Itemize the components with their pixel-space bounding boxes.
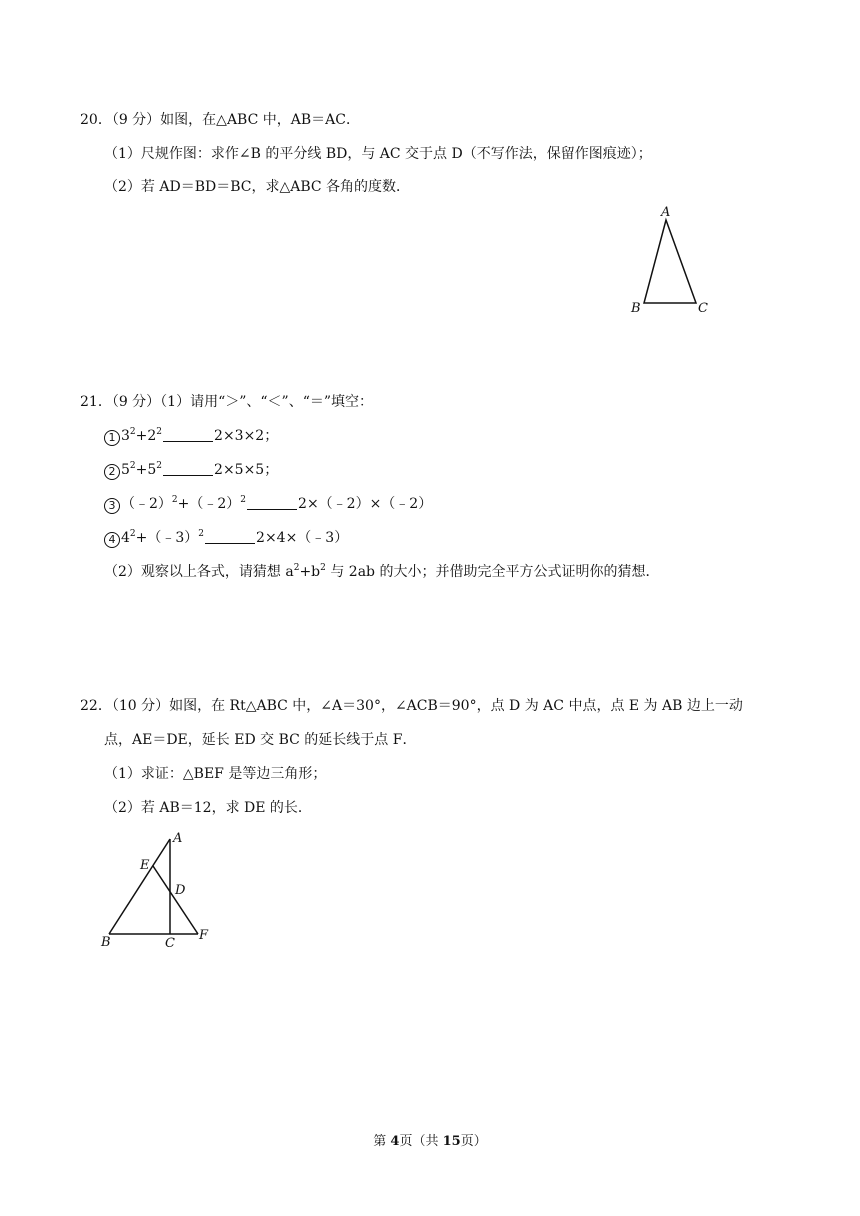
answer-blank-3[interactable] <box>247 495 297 510</box>
q20-part1: （1）尺规作图：求作∠B 的平分线 BD，与 AC 交于点 D（不写作法，保留作图痕迹）； <box>104 146 652 162</box>
q21-item-2: 2 $5^2+5^2$ 2×5×5； <box>104 461 278 480</box>
circled-number-3: 3 <box>104 498 120 514</box>
label-a: A <box>173 831 183 846</box>
q20-part2: （2）若 AD＝BD＝BC，求△ABC 各角的度数． <box>104 179 411 195</box>
q21-item-3: 3 （﹣2）$^2$+（﹣2）$^2$ 2×（﹣2）×（﹣2） <box>104 495 432 514</box>
page-number: 4 <box>390 1134 400 1149</box>
circled-number-2: 2 <box>104 464 120 480</box>
q22-triangle-figure <box>95 825 225 955</box>
line-ef <box>153 866 198 934</box>
answer-blank-1[interactable] <box>163 427 213 442</box>
page-footer: 第 4页（共 15页） <box>373 1134 487 1149</box>
label-c: C <box>698 301 708 316</box>
triangle-abc-shape <box>644 220 696 303</box>
label-a: A <box>661 205 671 220</box>
label-b: B <box>631 301 641 316</box>
answer-blank-4[interactable] <box>205 529 255 544</box>
q21-header: 21．（9 分）（1）请用“＞”、“＜”、“＝”填空： <box>80 394 374 410</box>
page-total: 15 <box>442 1134 461 1149</box>
q21-part2: （2）观察以上各式，请猜想 $a^2+b^2$ 与 2ab 的大小；并借助完全平方公式证明你的猜想． <box>104 563 660 580</box>
label-d: D <box>175 883 186 898</box>
q21-item-1: 1 $3^2+2^2$ 2×3×2； <box>104 427 278 446</box>
q21-item-4: 4 $4^2+(﹣3)^2$ 2×4×（﹣3） <box>104 529 348 548</box>
q22-part2: （2）若 AB＝12，求 DE 的长． <box>104 800 312 816</box>
circled-number-4: 4 <box>104 532 120 548</box>
label-e: E <box>140 858 150 873</box>
q22-header-cont: 点，AE＝DE，延长 ED 交 BC 的延长线于点 F． <box>104 732 417 748</box>
q20-header: 20．（9 分）如图，在△ABC 中，AB＝AC． <box>80 112 360 128</box>
label-c: C <box>165 936 175 951</box>
circled-number-1: 1 <box>104 430 120 446</box>
label-b: B <box>101 935 111 950</box>
q22-header: 22．（10 分）如图，在 Rt△ABC 中，∠A＝30°，∠ACB＝90°，点 D 为 AC 中点，点 E 为 AB 边上一动 <box>80 698 743 714</box>
line-ba <box>109 839 170 934</box>
answer-blank-2[interactable] <box>163 461 213 476</box>
q22-part1: （1）求证：△BEF 是等边三角形； <box>104 766 327 782</box>
q20-triangle-figure <box>620 200 720 320</box>
label-f: F <box>199 928 209 943</box>
